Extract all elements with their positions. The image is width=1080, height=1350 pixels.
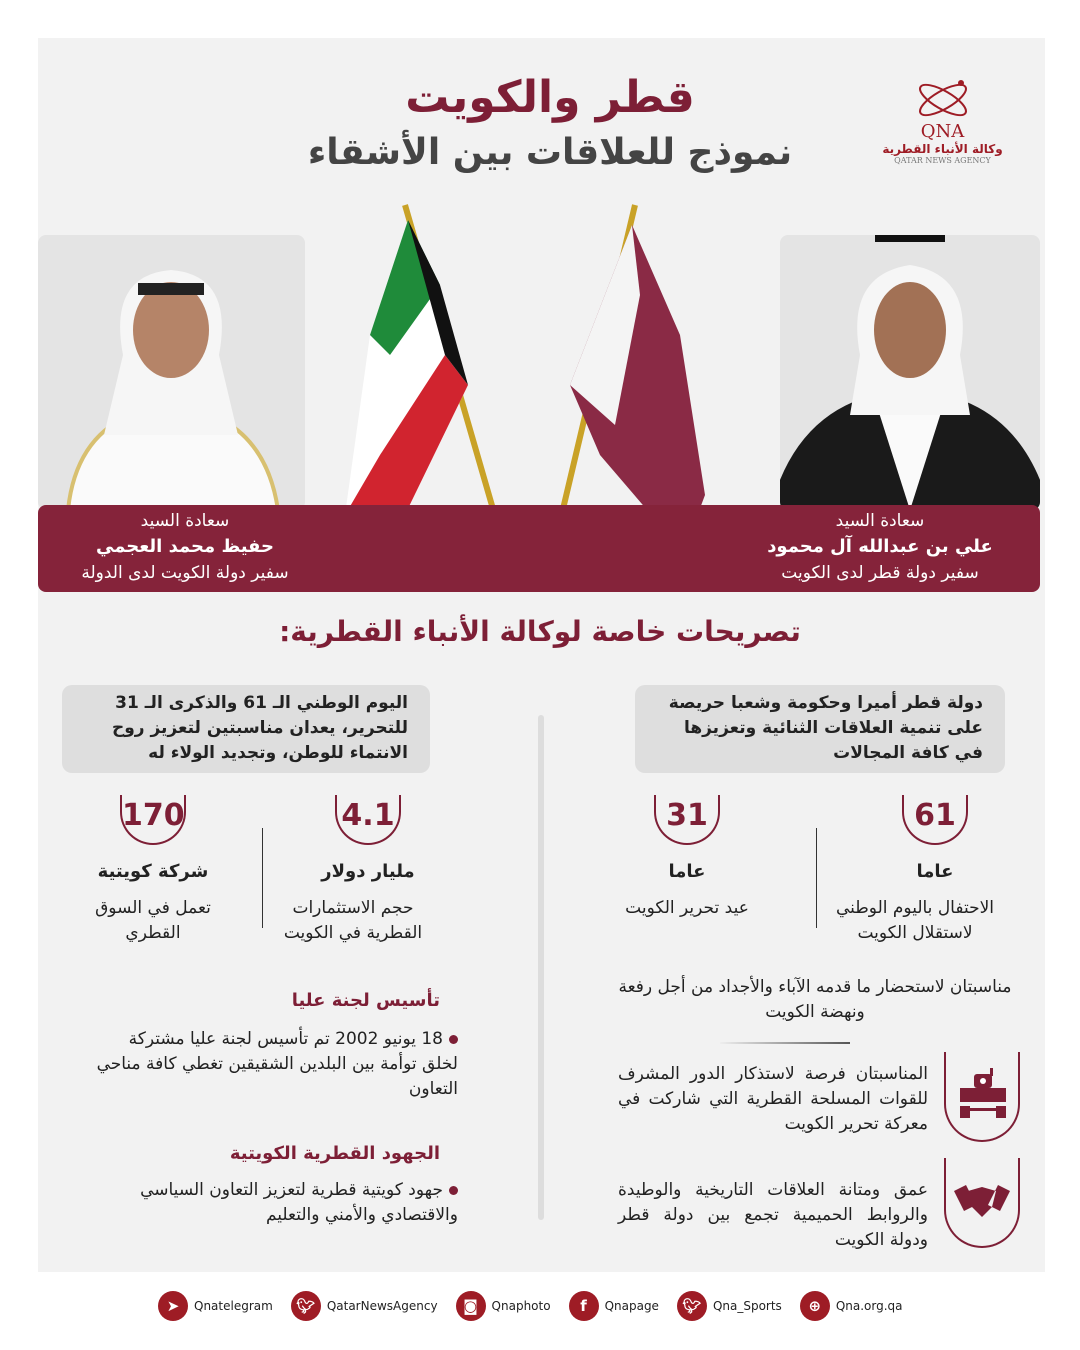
- social-telegram[interactable]: [158, 1291, 273, 1321]
- left-quote-box: اليوم الوطني الـ 61 والذكرى الـ 31 للتحرير، يعدان مناسبتين لتعزيز روح الانتماء للوطن، وتجديد الولاء له: [62, 685, 430, 773]
- social-label: Qna_Sports: [712, 1299, 782, 1313]
- ambassador-name: علي بن عبدالله آل محمود: [767, 536, 993, 557]
- note-divider: [720, 1042, 850, 1044]
- stat-desc: عيد تحرير الكويت: [625, 898, 749, 918]
- social-twitter-sports[interactable]: [677, 1291, 782, 1321]
- logo-english: QATAR NEWS AGENCY: [894, 156, 991, 165]
- honorific: سعادة السيد: [140, 511, 230, 531]
- main-title: قطر والكويت: [405, 72, 695, 123]
- social-label: Qnatelegram: [194, 1299, 273, 1313]
- tank-icon: [944, 1052, 1020, 1142]
- person-silhouette-icon: [38, 235, 305, 510]
- kuwait-ambassador-caption: [45, 508, 325, 586]
- ambassador-name: حفيظ محمد العجمي: [95, 536, 274, 557]
- social-label: Qnaphoto: [491, 1299, 551, 1313]
- social-website[interactable]: [800, 1291, 903, 1321]
- qna-logo-icon: [913, 75, 973, 125]
- committee-heading: تأسيس لجنة عليا: [291, 990, 440, 1011]
- committee-text: 18 يونيو 2002 تم تأسيس لجنة عليا مشتركة لخلق توأمة بين البلدين الشقيقين تغطي كافة مناحي التعاون: [90, 1027, 458, 1102]
- logo-abbr: QNA: [920, 121, 965, 142]
- stat-divider: [816, 828, 817, 928]
- efforts-text: جهود كويتية قطرية لتعزيز التعاون السياسي والاقتصادي والأمني والتعليم: [90, 1178, 458, 1228]
- social-label: Qna.org.qa: [835, 1299, 903, 1313]
- stat-desc: تعمل في السوق القطري: [95, 898, 211, 943]
- social-twitter-qna[interactable]: [291, 1291, 438, 1321]
- stat-desc: الاحتفال باليوم الوطني لاستقلال الكويت: [835, 898, 995, 943]
- historic-relations-text: عمق ومتانة العلاقات التاريخية والوطيدة والروابط الحميمية تجمع بين دولة قطر ودولة الكويت: [618, 1180, 928, 1250]
- subtitle: نموذج للعلاقات بين الأشقاء: [307, 132, 793, 173]
- social-facebook[interactable]: [569, 1291, 659, 1321]
- kuwait-ambassador-photo: [38, 235, 305, 510]
- stat-value: 61: [902, 795, 968, 845]
- efforts-heading: الجهود القطرية الكويتية: [229, 1143, 440, 1164]
- stat-31: [612, 795, 762, 921]
- ambassador-role: سفير دولة قطر لدى الكويت: [781, 563, 979, 583]
- stat-value: 31: [654, 795, 720, 845]
- social-footer: [158, 1291, 918, 1321]
- stat-unit: عاما: [916, 861, 954, 882]
- stat-170: [78, 795, 228, 946]
- social-label: QatarNewsAgency: [326, 1299, 438, 1313]
- globe-icon: ⊕: [800, 1291, 830, 1321]
- logo-arabic: وكالة الأنباء القطرية: [882, 142, 1003, 156]
- handshake-icon: [944, 1158, 1020, 1248]
- facebook-icon: f: [569, 1291, 599, 1321]
- person-silhouette-icon: [780, 235, 1040, 510]
- instagram-icon: ◙: [456, 1291, 486, 1321]
- occasion-note: مناسبتان لاستحضار ما قدمه الآباء والأجداد من أجل رفعة ونهضة الكويت: [618, 977, 1012, 1022]
- twitter-icon: 🐦︎: [677, 1291, 707, 1321]
- stat-divider: [262, 828, 263, 928]
- social-instagram[interactable]: [456, 1291, 551, 1321]
- stat-4-1: [283, 795, 443, 946]
- stat-unit: عاما: [668, 861, 706, 882]
- section-title: تصريحات خاصة لوكالة الأنباء القطرية:: [279, 615, 801, 648]
- twitter-icon: 🐦︎: [291, 1291, 321, 1321]
- right-quote-box: دولة قطر أميرا وحكومة وشعبا حريصة على تنمية العلاقات الثنائية وتعزيزها في كافة المجالات: [635, 685, 1005, 773]
- stat-value: 4.1: [335, 795, 401, 845]
- stat-desc: حجم الاستثمارات القطرية في الكويت: [283, 898, 423, 943]
- qna-logo: [880, 75, 1005, 165]
- armed-forces-text: المناسبتان فرصة لاستذكار الدور المشرف للقوات المسلحة القطرية التي شاركت في معركة تحرير الكويت: [618, 1064, 928, 1134]
- stat-unit: مليار دولار: [321, 861, 415, 882]
- stat-61: [835, 795, 1010, 946]
- qatar-ambassador-caption: [740, 508, 1020, 586]
- stat-unit: شركة كويتية: [97, 861, 209, 882]
- column-divider: [538, 715, 544, 1220]
- honorific: سعادة السيد: [835, 511, 925, 531]
- qatar-ambassador-photo: [780, 235, 1040, 510]
- stat-value: 170: [120, 795, 186, 845]
- social-label: Qnapage: [604, 1299, 659, 1313]
- telegram-icon: ➤: [158, 1291, 188, 1321]
- ambassador-role: سفير دولة الكويت لدى الدولة: [81, 563, 289, 583]
